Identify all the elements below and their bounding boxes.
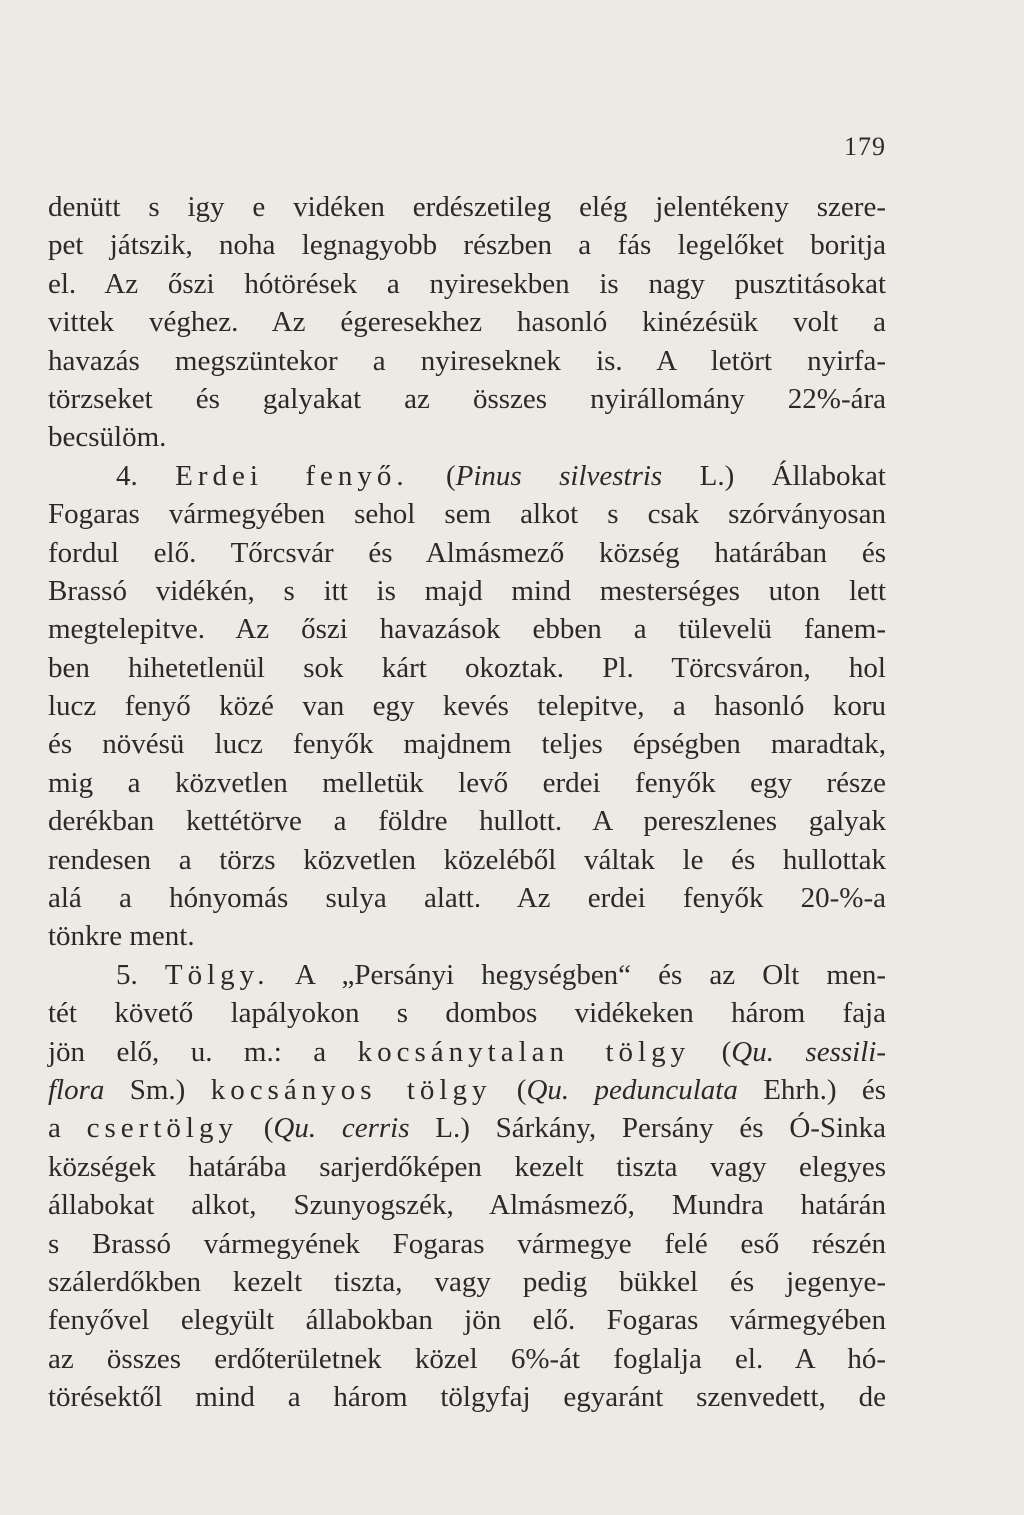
text-segment: fordul elő. Tőrcsvár és Almásmező község határában és — [48, 536, 886, 569]
text-segment: a — [48, 1112, 87, 1145]
text-line — [48, 534, 886, 572]
text-line — [48, 725, 886, 763]
text-segment: mig a közvetlen melletük levő erdei fenyők egy része — [48, 766, 886, 799]
text-line — [48, 1186, 886, 1224]
text-line — [48, 303, 886, 341]
text-segment: ( — [491, 1073, 527, 1106]
page-number: 179 — [844, 132, 886, 161]
text-segment: 5. — [116, 958, 165, 991]
latin-name: Qu. sessili- — [731, 1035, 886, 1068]
spaced-term: csertölgy — [86, 1112, 238, 1145]
text-line — [48, 687, 886, 725]
text-segment: szálerdőkben kezelt tiszta, vagy pedig bükkel és jegenye- — [48, 1265, 886, 1298]
text-segment: Ehrh.) és — [737, 1073, 886, 1106]
text-line — [48, 956, 886, 994]
text-segment: becsülöm. — [48, 421, 167, 454]
text-segment: havazás megszüntekor a nyireseknek is. A letört nyirfa- — [48, 344, 886, 377]
text-line — [48, 1225, 886, 1263]
text-segment: állabokat alkot, Szunyogszék, Almásmező, Mundra határán — [48, 1189, 886, 1222]
text-line — [48, 226, 886, 264]
text-line — [48, 188, 886, 226]
text-line — [48, 418, 886, 456]
latin-name: Pinus silvestris — [455, 459, 663, 492]
spaced-term: kocsányos tölgy — [210, 1073, 492, 1106]
text-segment: ben hihetetlenül sok kárt okoztak. Pl. Törcsváron, hol — [48, 651, 886, 684]
text-line — [48, 764, 886, 802]
text-line — [48, 265, 886, 303]
spaced-term: Tölgy. — [164, 958, 270, 991]
text-segment: lucz fenyő közé van egy kevés telepitve, a hasonló koru — [48, 690, 886, 723]
text-line — [48, 649, 886, 687]
text-segment: ( — [237, 1112, 274, 1145]
text-segment: az összes erdőterületnek közel 6%-át foglalja el. A hó- — [48, 1342, 886, 1375]
text-segment: községek határába sarjerdőképen kezelt tiszta vagy elegyes — [48, 1150, 886, 1183]
text-line — [48, 495, 886, 533]
text-line — [48, 1071, 886, 1109]
text-segment: alá a hónyomás sulya alatt. Az erdei fenyők 20-%-a — [48, 882, 886, 915]
text-segment: L.) Állabokat — [662, 459, 886, 492]
text-line — [48, 610, 886, 648]
text-segment: s Brassó vármegyének Fogaras vármegye felé eső részén — [48, 1227, 886, 1260]
text-segment: és növésü lucz fenyők majdnem teljes épségben maradtak, — [48, 728, 886, 761]
text-segment: jön elő, u. m.: a — [48, 1035, 358, 1068]
text-segment: derékban kettétörve a földre hullott. A pereszlenes galyak — [48, 805, 886, 838]
text-segment: L.) Sárkány, Persány és Ó-Sinka — [409, 1112, 886, 1145]
text-segment: pet játszik, noha legnagyobb részben a fás legelőket boritja — [48, 229, 886, 262]
text-line — [48, 802, 886, 840]
text-segment: vittek véghez. Az égeresekhez hasonló kinézésük volt a — [48, 306, 886, 339]
text-line — [48, 841, 886, 879]
text-segment: ( — [408, 459, 456, 492]
text-segment: Sm.) — [104, 1073, 211, 1106]
text-line — [48, 1263, 886, 1301]
text-segment: denütt s igy e vidéken erdészetileg elég jelentékeny szere- — [48, 191, 886, 223]
text-segment: megtelepitve. Az őszi havazások ebben a tülevelü fanem- — [48, 613, 886, 646]
text-segment: ( — [690, 1035, 732, 1068]
spaced-term: kocsánytalan tölgy — [357, 1035, 691, 1068]
text-segment: tönkre ment. — [48, 920, 195, 953]
text-line — [48, 1378, 886, 1416]
text-line — [48, 1340, 886, 1378]
latin-name: Qu. pedunculata — [526, 1073, 738, 1106]
text-line — [48, 572, 886, 610]
latin-name: Qu. cerris — [273, 1112, 410, 1145]
text-segment: el. Az őszi hótörések a nyiresekben is nagy pusztitásokat — [48, 267, 886, 300]
text-line — [48, 457, 886, 495]
text-segment: Brassó vidékén, s itt is majd mind mesterséges uton lett — [48, 574, 886, 607]
text-line — [48, 1148, 886, 1186]
body-text — [48, 188, 886, 1417]
spaced-term: Erdei fenyő. — [175, 459, 409, 492]
latin-name: flora — [48, 1073, 105, 1106]
text-segment: törésektől mind a három tölgyfaj egyaránt szenvedett, de — [48, 1381, 886, 1414]
text-segment: tét követő lapályokon s dombos vidékeken három faja — [48, 997, 886, 1030]
text-line — [48, 1301, 886, 1339]
text-segment: 4. — [116, 459, 176, 492]
text-segment: Fogaras vármegyében sehol sem alkot s csak szórványosan — [48, 498, 886, 531]
text-line — [48, 380, 886, 418]
text-line — [48, 879, 886, 917]
text-line — [48, 1033, 886, 1071]
text-segment: törzseket és galyakat az összes nyirállomány 22%-ára — [48, 382, 886, 415]
text-line — [48, 342, 886, 380]
text-segment: rendesen a törzs közvetlen közeléből váltak le és hullottak — [48, 843, 886, 876]
text-line — [48, 1109, 886, 1147]
text-line — [48, 994, 886, 1032]
text-segment: A „Persányi hegységben“ és az Olt men- — [269, 958, 886, 991]
text-segment: fenyővel elegyült állabokban jön elő. Fogaras vármegyében — [48, 1304, 886, 1337]
text-line — [48, 917, 886, 955]
